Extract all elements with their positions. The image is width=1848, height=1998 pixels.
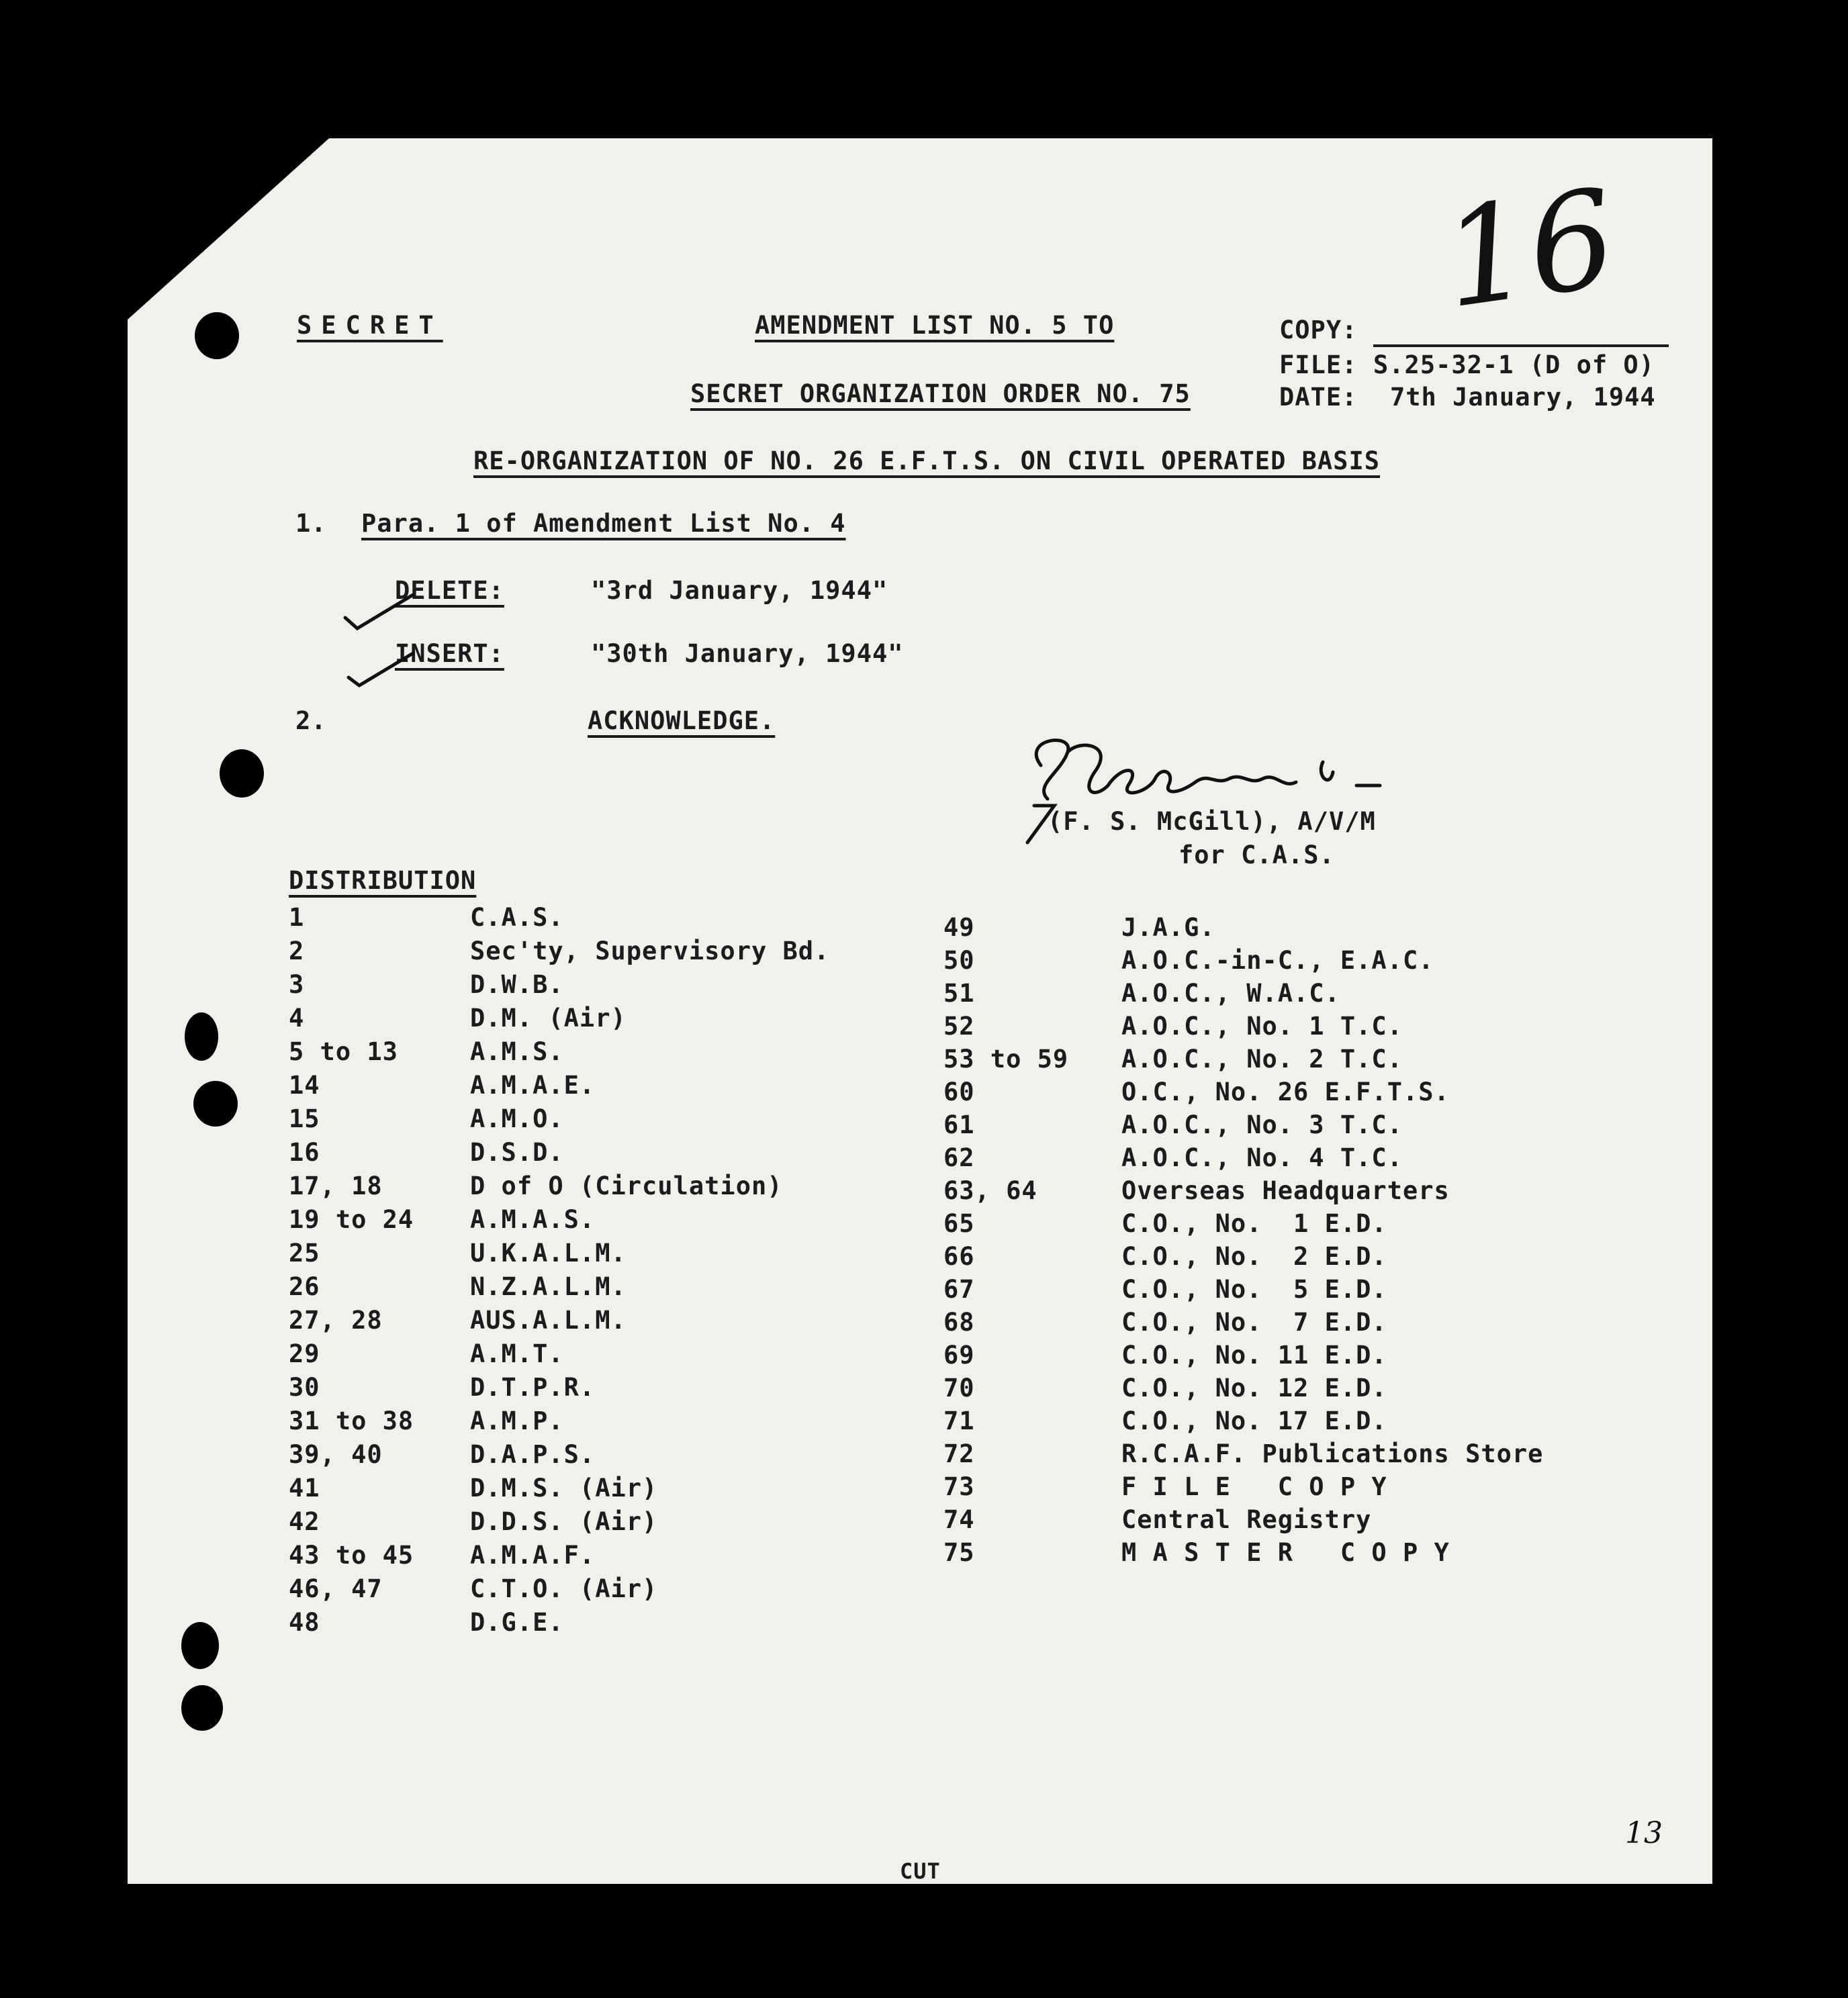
dist-number: 19 to 24	[289, 1205, 414, 1234]
dist-number: 4	[289, 1004, 305, 1033]
dist-recipient: C.O., No. 2 E.D.	[1121, 1242, 1387, 1271]
dist-number: 5 to 13	[289, 1037, 398, 1066]
dist-number: 60	[943, 1078, 975, 1106]
dist-recipient: J.A.G.	[1121, 913, 1215, 942]
punch-hole	[185, 1012, 218, 1061]
dist-recipient: D.A.P.S.	[470, 1440, 596, 1469]
dist-number: 30	[289, 1373, 320, 1402]
classification-label: SECRET	[297, 311, 443, 340]
dist-number: 31 to 38	[289, 1407, 414, 1435]
dist-number: 49	[943, 913, 975, 942]
dist-recipient: A.O.C., No. 2 T.C.	[1121, 1045, 1403, 1074]
cut-label: CUT	[900, 1858, 941, 1884]
item-2-text: ACKNOWLEDGE.	[588, 706, 776, 735]
dist-number: 48	[289, 1608, 320, 1637]
amendment-title: AMENDMENT LIST NO. 5 TO	[755, 311, 1115, 340]
dist-recipient: C.O., No. 17 E.D.	[1121, 1407, 1387, 1435]
file-label: FILE:	[1279, 350, 1358, 379]
dist-recipient: D.T.P.R.	[470, 1373, 596, 1402]
dist-recipient: A.M.P.	[470, 1407, 564, 1435]
dist-recipient: D.D.S. (Air)	[470, 1507, 658, 1536]
signatory-role: for C.A.S.	[1179, 841, 1335, 869]
dist-recipient: A.O.C., No. 4 T.C.	[1121, 1143, 1403, 1172]
copy-label: COPY:	[1279, 316, 1358, 344]
dist-recipient: D.W.B.	[470, 970, 564, 999]
dist-recipient: AUS.A.L.M.	[470, 1306, 627, 1335]
dist-number: 73	[943, 1472, 975, 1501]
dist-number: 68	[943, 1308, 975, 1337]
dist-number: 2	[289, 937, 305, 965]
dist-recipient: A.O.C., W.A.C.	[1121, 979, 1340, 1008]
dist-recipient: A.O.C., No. 3 T.C.	[1121, 1110, 1403, 1139]
punch-hole	[220, 749, 264, 798]
dist-recipient: A.O.C.-in-C., E.A.C.	[1121, 946, 1434, 975]
dist-recipient: O.C., No. 26 E.F.T.S.	[1121, 1078, 1450, 1106]
distribution-right-column	[943, 913, 1615, 1584]
dist-number: 42	[289, 1507, 320, 1536]
dist-recipient: A.M.A.F.	[470, 1541, 596, 1570]
dist-recipient: C.O., No. 5 E.D.	[1121, 1275, 1387, 1304]
dist-number: 62	[943, 1143, 975, 1172]
handwritten-corner-mark: 13	[1625, 1816, 1663, 1850]
dist-number: 53 to 59	[943, 1045, 1069, 1074]
distribution-heading: DISTRIBUTION	[289, 866, 477, 895]
delete-value: "3rd January, 1944"	[591, 576, 888, 605]
dist-number: 43 to 45	[289, 1541, 414, 1570]
dist-number: 29	[289, 1339, 320, 1368]
dist-recipient: A.M.T.	[470, 1339, 564, 1368]
dist-recipient: C.O., No. 7 E.D.	[1121, 1308, 1387, 1337]
insert-label: INSERT:	[395, 639, 504, 668]
distribution-left-column	[289, 903, 893, 1642]
dist-recipient: A.O.C., No. 1 T.C.	[1121, 1012, 1403, 1041]
dist-recipient: A.M.A.S.	[470, 1205, 596, 1234]
date-value: 7th January, 1944	[1390, 383, 1656, 412]
delete-label: DELETE:	[395, 576, 504, 605]
signature-text	[1041, 765, 1046, 766]
handwritten-copy-number: 16	[1434, 160, 1625, 339]
dist-number: 75	[943, 1538, 975, 1567]
dist-recipient: Central Registry	[1121, 1505, 1372, 1534]
dist-recipient: Overseas Headquarters	[1121, 1176, 1450, 1205]
dist-number: 17, 18	[289, 1172, 383, 1200]
dist-recipient: D.M.S. (Air)	[470, 1474, 658, 1503]
punch-hole	[181, 1685, 223, 1731]
item-1-text: Para. 1 of Amendment List No. 4	[361, 509, 846, 538]
dist-number: 71	[943, 1407, 975, 1435]
dist-number: 14	[289, 1071, 320, 1100]
dist-number: 51	[943, 979, 975, 1008]
dist-recipient: A.M.S.	[470, 1037, 564, 1066]
insert-value: "30th January, 1944"	[591, 639, 904, 668]
dist-recipient: M A S T E R C O P Y	[1121, 1538, 1450, 1567]
dist-number: 25	[289, 1239, 320, 1268]
checkmark-icon	[342, 591, 416, 631]
dist-number: 66	[943, 1242, 975, 1271]
file-underline	[1373, 344, 1669, 347]
dist-number: 61	[943, 1110, 975, 1139]
dist-number: 26	[289, 1272, 320, 1301]
dist-number: 46, 47	[289, 1574, 383, 1603]
dist-recipient: N.Z.A.L.M.	[470, 1272, 627, 1301]
dist-recipient: C.O., No. 1 E.D.	[1121, 1209, 1387, 1238]
dist-number: 41	[289, 1474, 320, 1503]
signatory-name: (F. S. McGill), A/V/M	[1048, 807, 1376, 836]
dist-recipient: C.O., No. 12 E.D.	[1121, 1374, 1387, 1402]
dist-recipient: F I L E C O P Y	[1121, 1472, 1387, 1501]
punch-hole	[181, 1622, 219, 1669]
dist-number: 63, 64	[943, 1176, 1037, 1205]
checkmark-icon	[346, 648, 420, 688]
dist-number: 39, 40	[289, 1440, 383, 1469]
dist-number: 16	[289, 1138, 320, 1167]
dist-number: 15	[289, 1104, 320, 1133]
dist-recipient: C.O., No. 11 E.D.	[1121, 1341, 1387, 1370]
dist-recipient: D.M. (Air)	[470, 1004, 627, 1033]
date-label: DATE:	[1279, 383, 1358, 412]
dist-recipient: D of O (Circulation)	[470, 1172, 783, 1200]
dist-recipient: D.G.E.	[470, 1608, 564, 1637]
dist-recipient: C.T.O. (Air)	[470, 1574, 658, 1603]
dist-recipient: A.M.A.E.	[470, 1071, 596, 1100]
dist-recipient: Sec'ty, Supervisory Bd.	[470, 937, 830, 965]
file-value: S.25-32-1 (D of O)	[1373, 350, 1655, 379]
dist-number: 3	[289, 970, 305, 999]
dist-number: 72	[943, 1439, 975, 1468]
dist-number: 65	[943, 1209, 975, 1238]
dist-number: 50	[943, 946, 975, 975]
dist-number: 74	[943, 1505, 975, 1534]
order-title: SECRET ORGANIZATION ORDER NO. 75	[690, 379, 1191, 408]
dist-recipient: R.C.A.F. Publications Store	[1121, 1439, 1544, 1468]
punch-hole	[195, 312, 239, 359]
dist-number: 52	[943, 1012, 975, 1041]
dist-recipient: A.M.O.	[470, 1104, 564, 1133]
dist-number: 1	[289, 903, 305, 932]
punch-hole	[193, 1081, 238, 1127]
dist-recipient: D.S.D.	[470, 1138, 564, 1167]
dist-number: 67	[943, 1275, 975, 1304]
item-2-number: 2.	[295, 706, 327, 735]
item-1-number: 1.	[295, 509, 327, 538]
dist-recipient: C.A.S.	[470, 903, 564, 932]
dist-recipient: U.K.A.L.M.	[470, 1239, 627, 1268]
dist-number: 69	[943, 1341, 975, 1370]
subject-line: RE-ORGANIZATION OF NO. 26 E.F.T.S. ON CIVIL OPERATED BASIS	[473, 446, 1381, 475]
dist-number: 70	[943, 1374, 975, 1402]
dist-number: 27, 28	[289, 1306, 383, 1335]
